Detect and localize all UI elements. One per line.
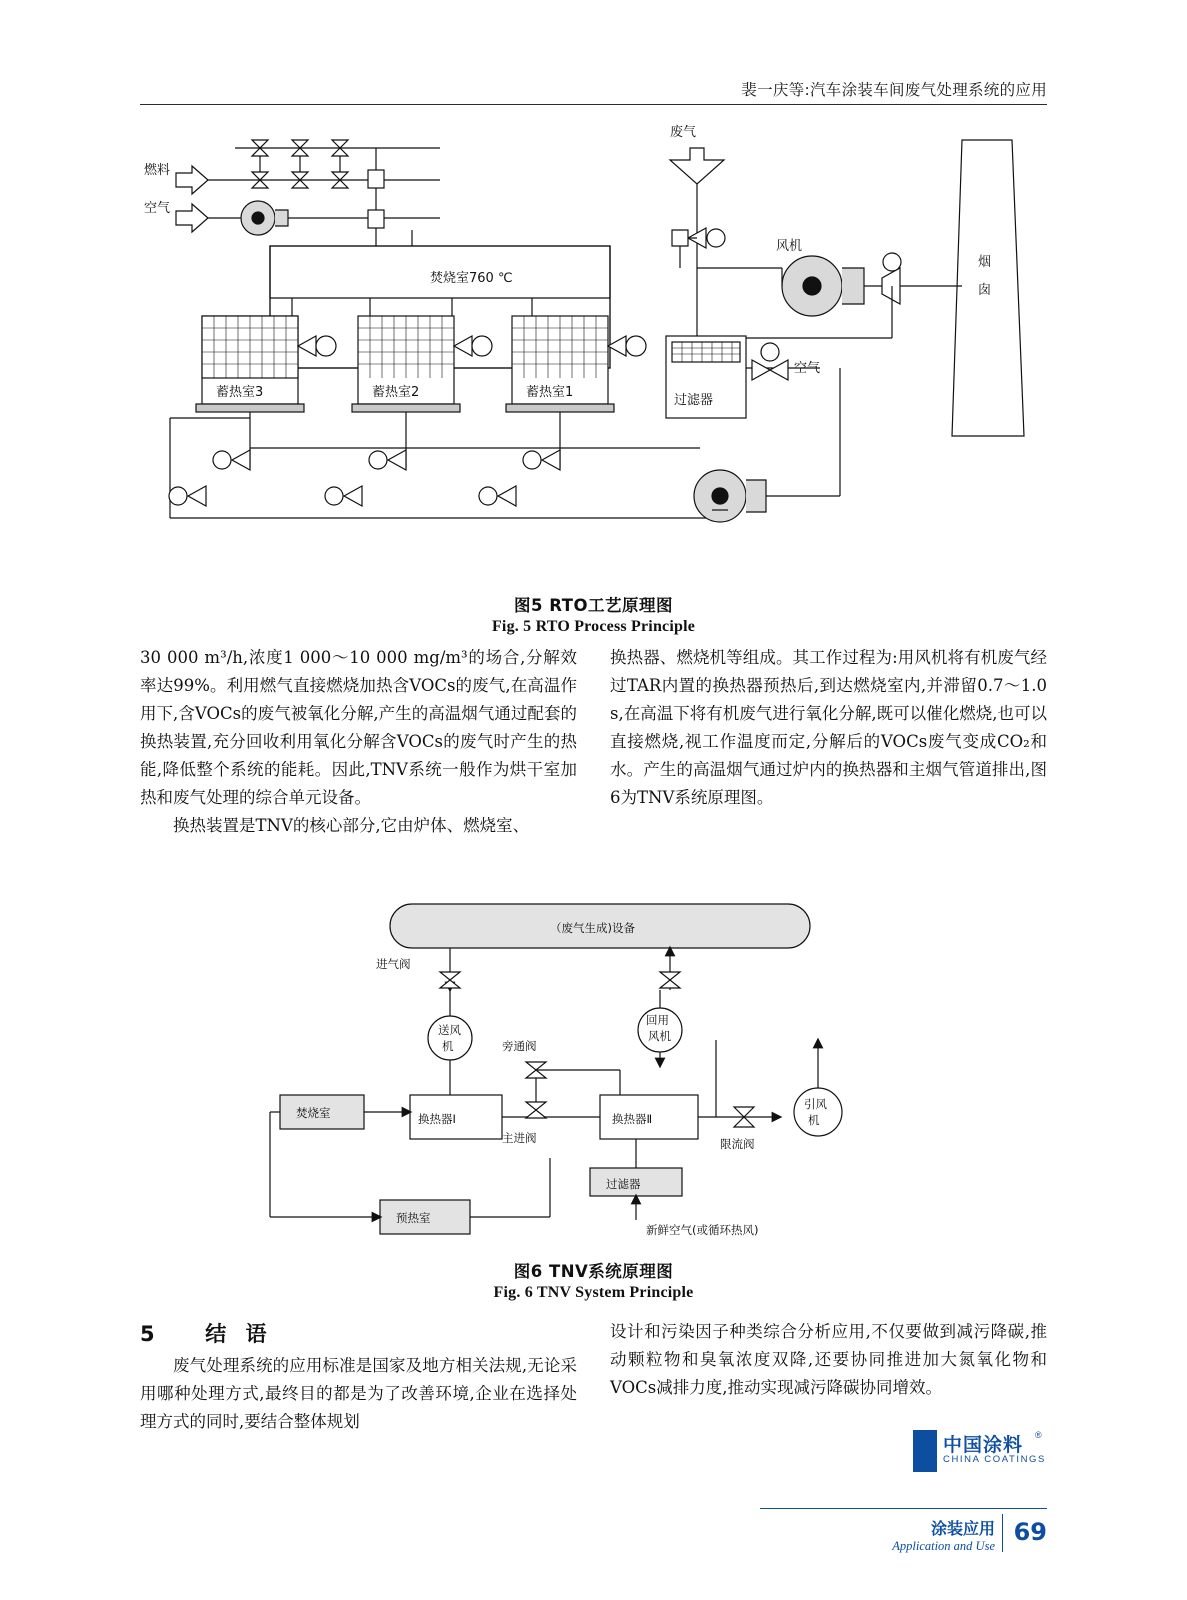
paragraph-right-1: 换热器、燃烧机等组成。其工作过程为:用风机将有机废气经过TAR内置的换热器预热后,到达燃烧室内,并滞留0.7～1.0 s,在高温下将有机废气进行氧化分解,既可以催化燃烧,也可以直接燃烧,视工作温度而定,分解后的VOCs废气变成CO₂和水。产生的高温烟气通过炉内的换热器和主烟气管道排出,图6为TNV系统原理图。 <box>610 648 1047 807</box>
fig6-label-supply-fan1: 送风 <box>438 1023 461 1037</box>
running-head: 裴一庆等:汽车涂装车间废气处理系统的应用 <box>741 81 1047 99</box>
figure-5-caption-cn: 图5 RTO工艺原理图 <box>514 596 673 615</box>
figure-5-caption-en: Fig. 5 RTO Process Principle <box>491 618 696 635</box>
fig6-label-exchanger1: 换热器Ⅰ <box>418 1112 456 1126</box>
fig6-label-exchanger2: 换热器Ⅱ <box>612 1112 653 1126</box>
fig5-label-filter: 过滤器 <box>674 393 714 408</box>
brand-name-cn: 中国涂料 <box>943 1434 1024 1456</box>
fig5-label-air-in: 空气 <box>144 201 171 216</box>
fig5-label-stack2: 囱 <box>978 283 992 298</box>
page-number: 69 <box>1013 1518 1047 1546</box>
trademark-icon: ® <box>1035 1430 1042 1440</box>
body-column-right-bottom <box>610 1318 1047 1402</box>
fig6-label-inlet-valve: 进气阀 <box>376 957 411 971</box>
figure-6-caption-en: Fig. 6 TNV System Principle <box>493 1284 694 1301</box>
fig5-label-waste-gas: 废气 <box>670 125 697 140</box>
fig5-label-reg2: 蓄热室2 <box>372 385 420 400</box>
fig6-label-return-fan2: 风机 <box>648 1029 671 1043</box>
fig5-label-fan: 风机 <box>776 239 803 254</box>
body-column-left-bottom <box>140 1352 577 1436</box>
fig6-label-fresh-air: 新鲜空气(或循环热风) <box>646 1223 759 1237</box>
footer-section-en: Application and Use <box>892 1539 995 1553</box>
paragraph-conclusion-right: 设计和污染因子种类综合分析应用,不仅要做到减污降碳,推动颗粒物和臭氧浓度双降,还要协同推进加大氮氧化物和VOCs减排力度,推动实现减污降碳协同增效。 <box>610 1322 1047 1397</box>
body-column-left-top <box>140 644 577 840</box>
fig6-label-preheat: 预热室 <box>396 1211 431 1225</box>
section-heading <box>140 1318 273 1348</box>
fig5-label-reg3: 蓄热室3 <box>216 385 264 400</box>
page-footer <box>760 1508 1047 1568</box>
fig6-label-bypass-valve: 旁通阀 <box>502 1039 537 1053</box>
brand-logo <box>913 1430 1047 1474</box>
paragraph-left-2: 换热装置是TNV的核心部分,它由炉体、燃烧室、 <box>173 816 530 835</box>
fig6-label-induced-fan1: 引风 <box>804 1097 827 1111</box>
figure-6-caption-cn: 图6 TNV系统原理图 <box>513 1262 674 1281</box>
fig6-label-source: （废气生成)设备 <box>550 921 635 935</box>
figure-6-diagram <box>250 890 950 1250</box>
body-column-right-top <box>610 644 1047 812</box>
paragraph-left-1: 30 000 m³/h,浓度1 000～10 000 mg/m³的场合,分解效率达99%。利用燃气直接燃烧加热含VOCs的废气,在高温作用下,含VOCs的废气被氧化分解,产生的高温烟气通过配套的换热装置,充分回收利用氧化分解含VOCs的废气时产生的热能,降低整个系统的能耗。因此,TNV系统一般作为烘干室加热和废气处理的综合单元设备。 <box>140 648 577 807</box>
footer-divider <box>1002 1514 1003 1552</box>
fig6-label-limit-valve: 限流阀 <box>720 1137 755 1151</box>
fig6-label-main-valve: 主进阀 <box>502 1131 537 1145</box>
section-number: 5 <box>140 1322 161 1346</box>
brand-bar-icon <box>913 1430 937 1472</box>
fig5-label-air-side: 空气 <box>794 361 821 376</box>
fig6-label-induced-fan2: 机 <box>808 1113 820 1127</box>
footer-rule <box>760 1508 1047 1509</box>
brand-name-en: CHINA COATINGS <box>943 1454 1046 1465</box>
fig5-label-reg1: 蓄热室1 <box>526 385 574 400</box>
footer-section-cn: 涂装应用 <box>930 1519 995 1538</box>
paragraph-conclusion-left: 废气处理系统的应用标准是国家及地方相关法规,无论采用哪种处理方式,最终目的都是为了改善环境,企业在选择处理方式的同时,要结合整体规划 <box>140 1356 577 1431</box>
fig6-label-filter: 过滤器 <box>606 1177 641 1191</box>
figure-5-diagram <box>140 118 1047 578</box>
fig6-label-supply-fan2: 机 <box>442 1039 454 1053</box>
section-title-text: 结 语 <box>205 1322 273 1346</box>
header-rule <box>140 104 1047 105</box>
fig6-label-return-fan1: 回用 <box>646 1013 669 1027</box>
fig5-label-combustion: 焚烧室760 ℃ <box>430 271 513 286</box>
fig5-label-stack: 烟 <box>978 255 992 270</box>
fig5-label-fuel: 燃料 <box>144 163 171 178</box>
fig6-label-incinerator: 焚烧室 <box>296 1106 331 1120</box>
